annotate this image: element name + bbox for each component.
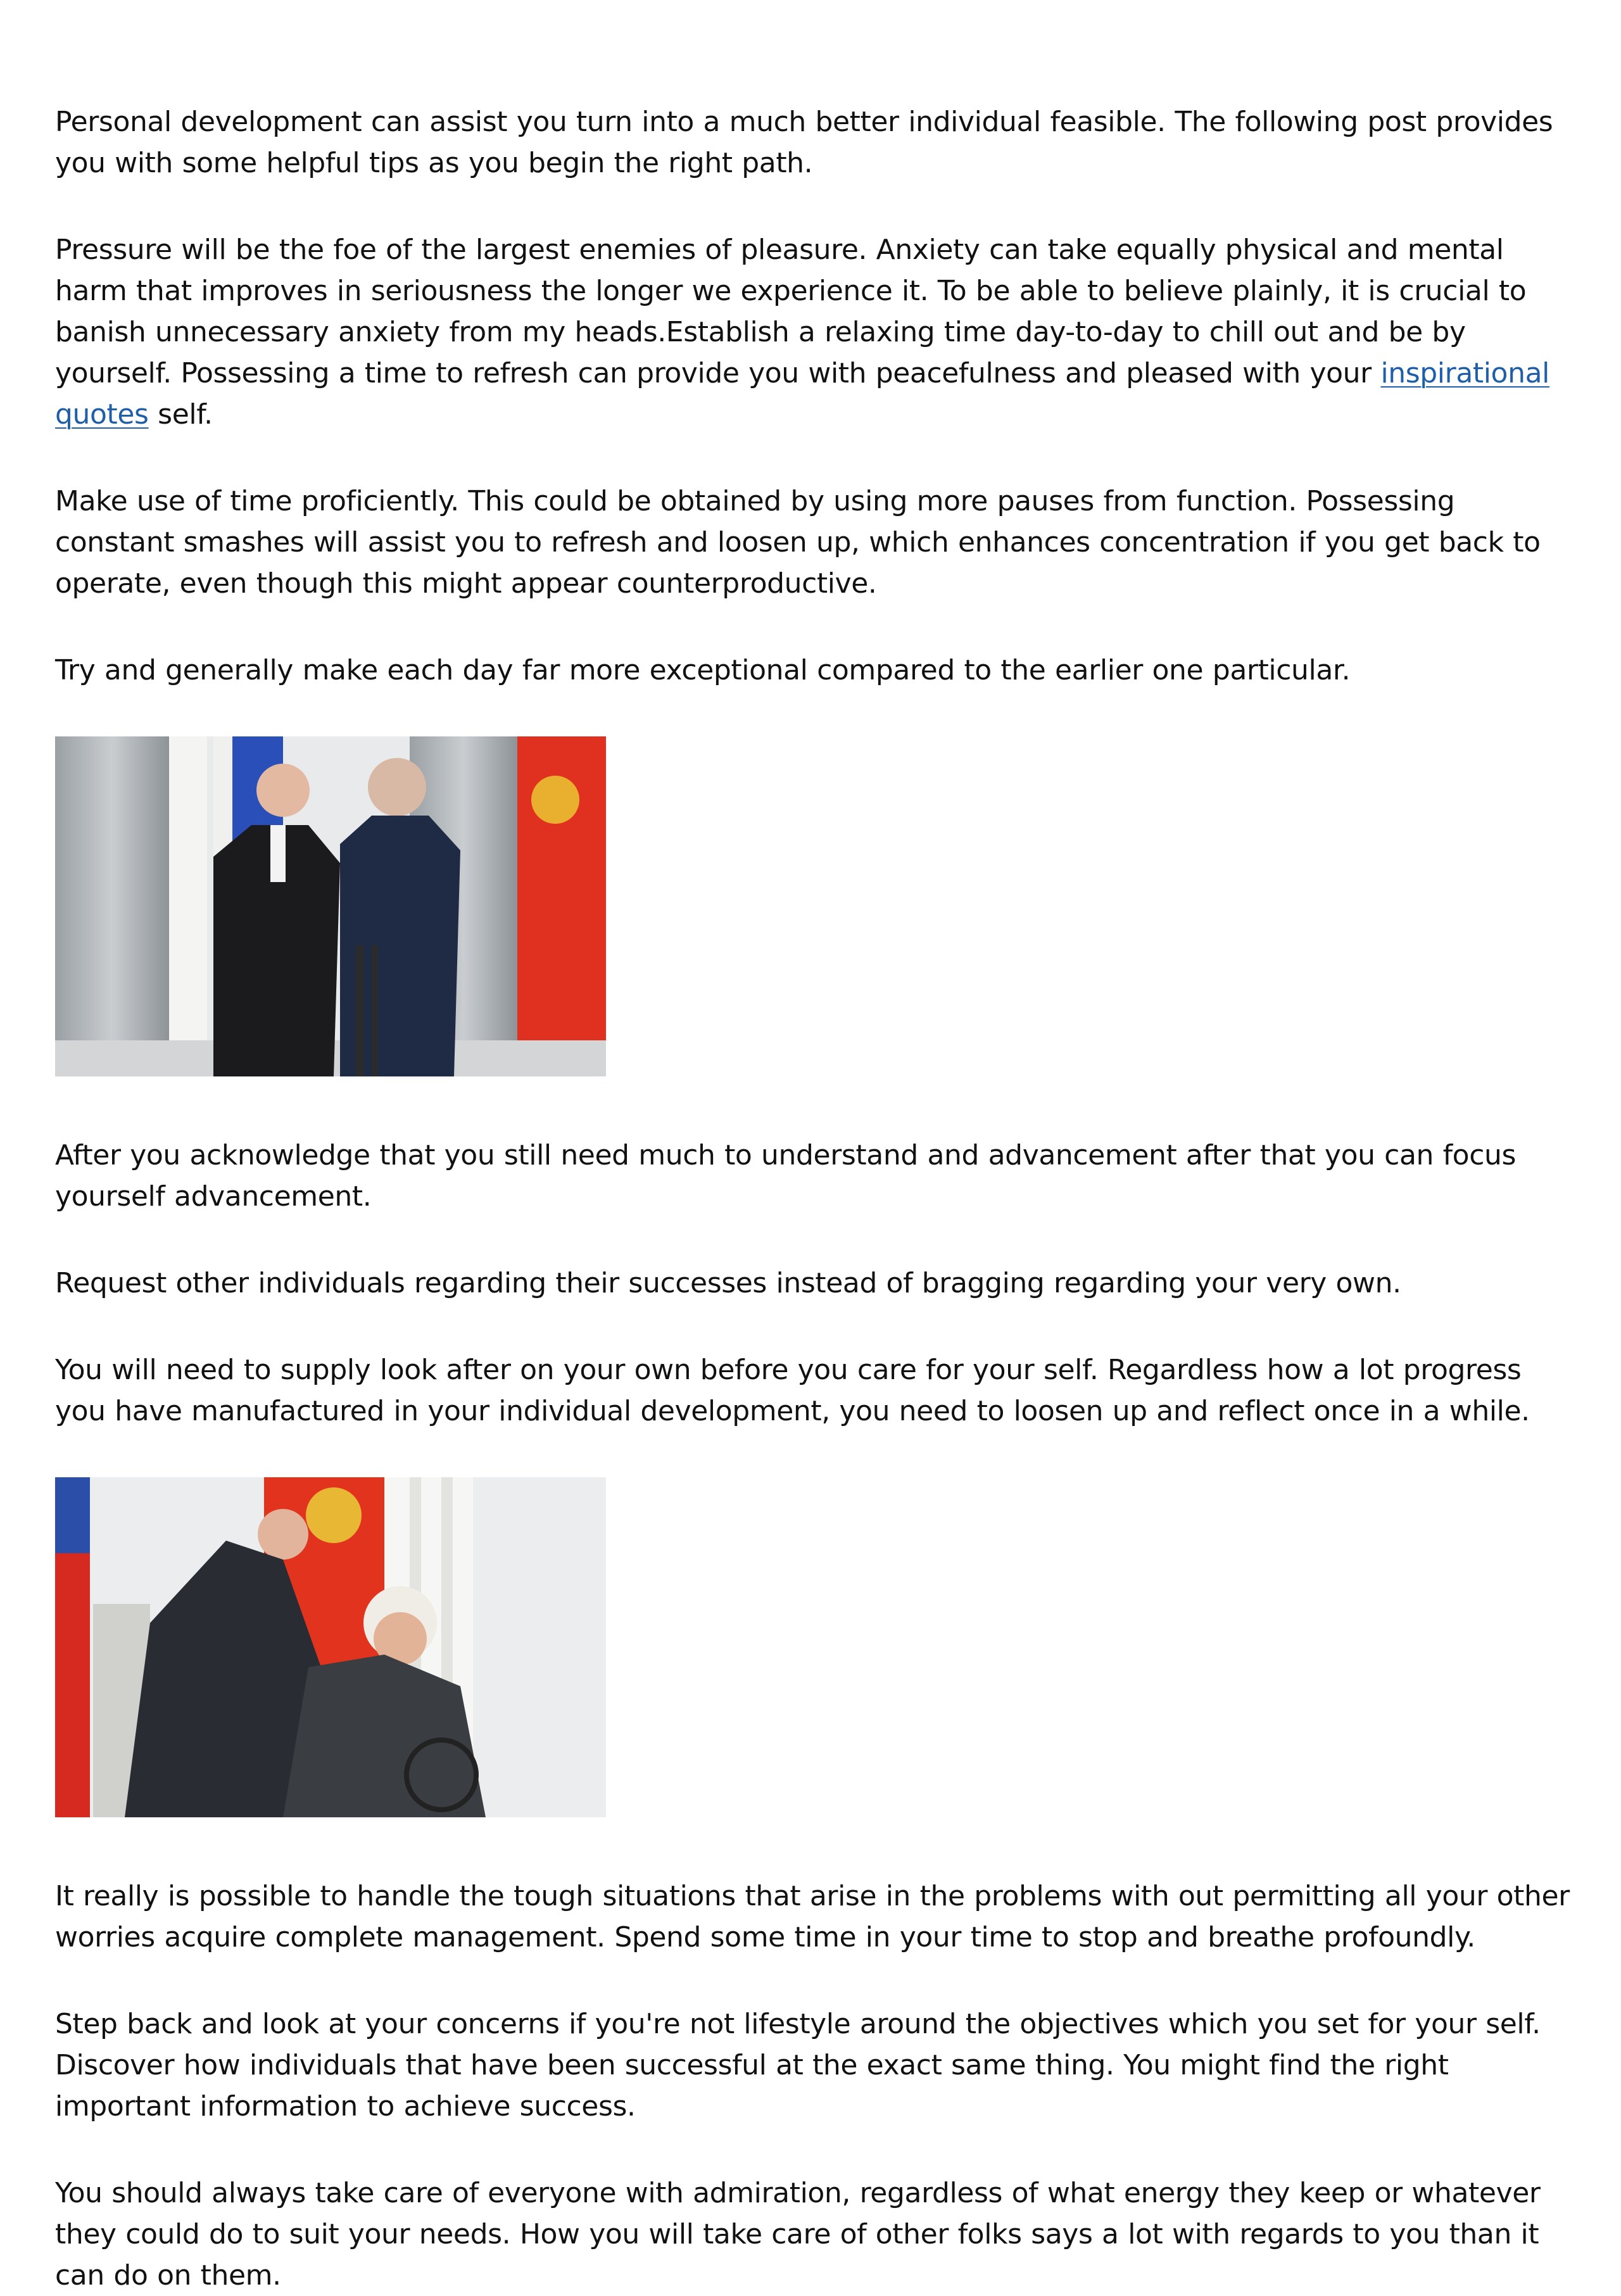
photo-handshake-image — [55, 736, 606, 1076]
paragraph-request: Request other individuals regarding their successes instead of bragging regarding your very own. — [55, 1267, 1401, 1299]
inspirational-quotes-link[interactable]: inspirational quotes — [55, 357, 1549, 431]
photo-award — [55, 1477, 606, 1817]
paragraph-intro: Personal development can assist you turn into a much better individual feasible. The following post provides you with some helpful tips as you begin the right path. — [55, 106, 1553, 179]
paragraph-look-after: You will need to supply look after on your own before you care for your self. Regardless how a lot progress you have manufactured in your individual development, you need to loosen up and reflect once in a while. — [55, 1354, 1530, 1427]
article-body — [55, 101, 1575, 2296]
photo-award-image — [55, 1477, 606, 1817]
paragraph-step-back: Step back and look at your concerns if you're not lifestyle around the objectives which you set for your self. Discover how individuals that have been successful at the exact same thing. You might find the right important information to achieve success. — [55, 2008, 1541, 2123]
paragraph-stress — [55, 229, 1575, 435]
photo-handshake — [55, 736, 606, 1076]
paragraph-admiration: You should always take care of everyone with admiration, regardless of what energy they keep or whatever they could do to suit your needs. How you will take care of other folks says a lot with regards to you than it can do on them. — [55, 2177, 1541, 2292]
paragraph-time: Make use of time proficiently. This could be obtained by using more pauses from function. Possessing constant smashes will assist you to refresh and loosen up, which enhances concentration if you get back to operate, even though this might appear counterproductive. — [55, 485, 1541, 600]
paragraph-acknowledge: After you acknowledge that you still need much to understand and advancement after that you can focus yourself advancement. — [55, 1139, 1516, 1213]
paragraph-tough-situations: It really is possible to handle the tough situations that arise in the problems with out permitting all your other worries acquire complete management. Spend some time in your time to stop and breathe profoundly. — [55, 1880, 1570, 1953]
paragraph-each-day: Try and generally make each day far more exceptional compared to the earlier one particular. — [55, 654, 1351, 686]
paragraph-stress-tail: self. — [148, 398, 213, 431]
paragraph-stress-text: Pressure will be the foe of the largest enemies of pleasure. Anxiety can take equally physical and mental harm that improves in seriousness the longer we experience it. To be able to believe plainly, it is crucial to banish unnecessary anxiety from my heads.Establish a relaxing time day-to-day to chill out and be by yourself. Possessing a time to refresh can provide you with peacefulness and pleased with your — [55, 234, 1527, 389]
